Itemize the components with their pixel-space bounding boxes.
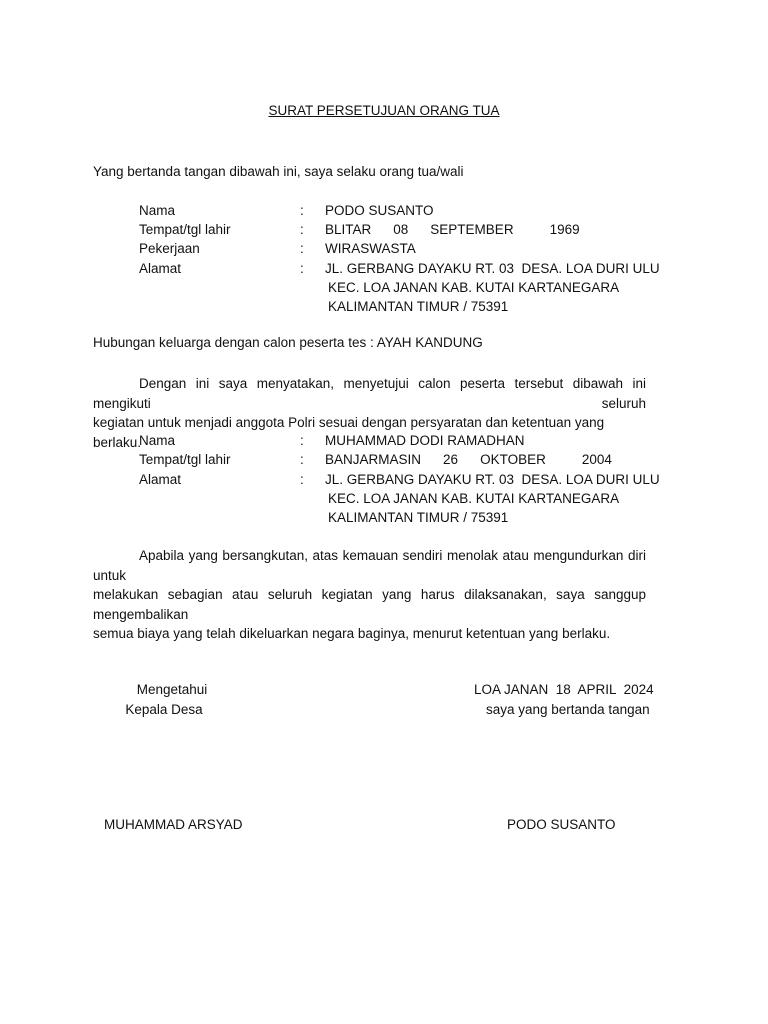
parent-birth-day: 08 xyxy=(393,222,409,237)
child-birth-place: BANJARMASIN xyxy=(325,452,422,467)
parent-job-label: Pekerjaan xyxy=(139,241,200,256)
statement-line-2: kegiatan untuk menjadi anggota Polri sesuai dengan persyaratan dan ketentuan yang berlaku. xyxy=(93,415,605,450)
child-birth-row xyxy=(0,450,768,470)
parent-address-row-2 xyxy=(0,278,768,298)
child-address-label: Alamat xyxy=(139,472,182,487)
colon: : xyxy=(300,433,304,448)
colon: : xyxy=(300,241,304,256)
document-title: SURAT PERSETUJUAN ORANG TUA xyxy=(268,103,500,118)
parent-name-row xyxy=(0,201,768,221)
child-address-line-3: KALIMANTAN TIMUR / 75391 xyxy=(328,510,509,525)
colon: : xyxy=(300,203,304,218)
closing-paragraph xyxy=(93,546,646,644)
acknowledged-label: Mengetahui xyxy=(136,682,208,697)
parent-birth-value xyxy=(325,220,580,240)
parent-birth-label: Tempat/tgl lahir xyxy=(139,222,231,237)
parent-job-value: WIRASWASTA xyxy=(325,241,416,256)
colon: : xyxy=(300,472,304,487)
statement-line-1 xyxy=(93,374,646,413)
child-address-row-3 xyxy=(0,508,768,528)
parent-birth-month: SEPTEMBER xyxy=(430,222,514,237)
child-birth-day: 26 xyxy=(443,452,459,467)
parent-address-row-3 xyxy=(0,297,768,317)
intro-text: Yang bertanda tangan dibawah ini, saya selaku orang tua/wali xyxy=(93,164,464,179)
parent-address-row xyxy=(0,259,768,279)
parent-signature-name: PODO SUSANTO xyxy=(507,817,616,832)
parent-address-label: Alamat xyxy=(139,261,182,276)
relation-text: Hubungan keluarga dengan calon peserta tes : AYAH KANDUNG xyxy=(93,335,483,350)
closing-line-2: melakukan sebagian atau seluruh kegiatan yang harus dilaksanakan, saya sanggup mengembalikan xyxy=(93,587,646,622)
parent-birth-place: BLITAR xyxy=(325,222,372,237)
child-address-line-2: KEC. LOA JANAN KAB. KUTAI KARTANEGARA xyxy=(328,491,620,506)
parent-address-line-1: JL. GERBANG DAYAKU RT. 03 DESA. LOA DURI ULU xyxy=(325,261,660,276)
child-birth-month: OKTOBER xyxy=(480,452,546,467)
parent-name-value: PODO SUSANTO xyxy=(325,203,434,218)
signer-label: saya yang bertanda tangan xyxy=(486,702,650,717)
child-name-row xyxy=(0,431,768,451)
child-name-label: Nama xyxy=(139,433,176,448)
parent-name-label: Nama xyxy=(139,203,176,218)
parent-birth-year: 1969 xyxy=(549,222,580,237)
colon: : xyxy=(300,222,304,237)
child-birth-value xyxy=(325,450,612,470)
child-birth-year: 2004 xyxy=(581,452,612,467)
child-address-line-1: JL. GERBANG DAYAKU RT. 03 DESA. LOA DURI ULU xyxy=(325,472,660,487)
closing-line-1 xyxy=(93,546,646,585)
closing-line-3: semua biaya yang telah dikeluarkan negara baginya, menurut ketentuan yang berlaku. xyxy=(93,626,611,641)
child-name-value: MUHAMMAD DODI RAMADHAN xyxy=(325,433,525,448)
place-date: LOA JANAN 18 APRIL 2024 xyxy=(474,682,654,697)
statement-line-1-text: Dengan ini saya menyatakan, menyetujui calon peserta tersebut dibawah ini mengikuti seluruh xyxy=(93,376,646,411)
village-head-label: Kepala Desa xyxy=(125,702,203,717)
closing-line-1-text: Apabila yang bersangkutan, atas kemauan sendiri menolak atau mengundurkan diri untuk xyxy=(93,548,646,583)
parent-job-row xyxy=(0,239,768,259)
parent-birth-row xyxy=(0,220,768,240)
colon: : xyxy=(300,261,304,276)
parent-address-line-2: KEC. LOA JANAN KAB. KUTAI KARTANEGARA xyxy=(328,280,620,295)
colon: : xyxy=(300,452,304,467)
child-birth-label: Tempat/tgl lahir xyxy=(139,452,231,467)
child-address-row-2 xyxy=(0,489,768,509)
village-head-name: MUHAMMAD ARSYAD xyxy=(104,817,243,832)
child-address-row xyxy=(0,470,768,490)
parent-address-line-3: KALIMANTAN TIMUR / 75391 xyxy=(328,299,509,314)
